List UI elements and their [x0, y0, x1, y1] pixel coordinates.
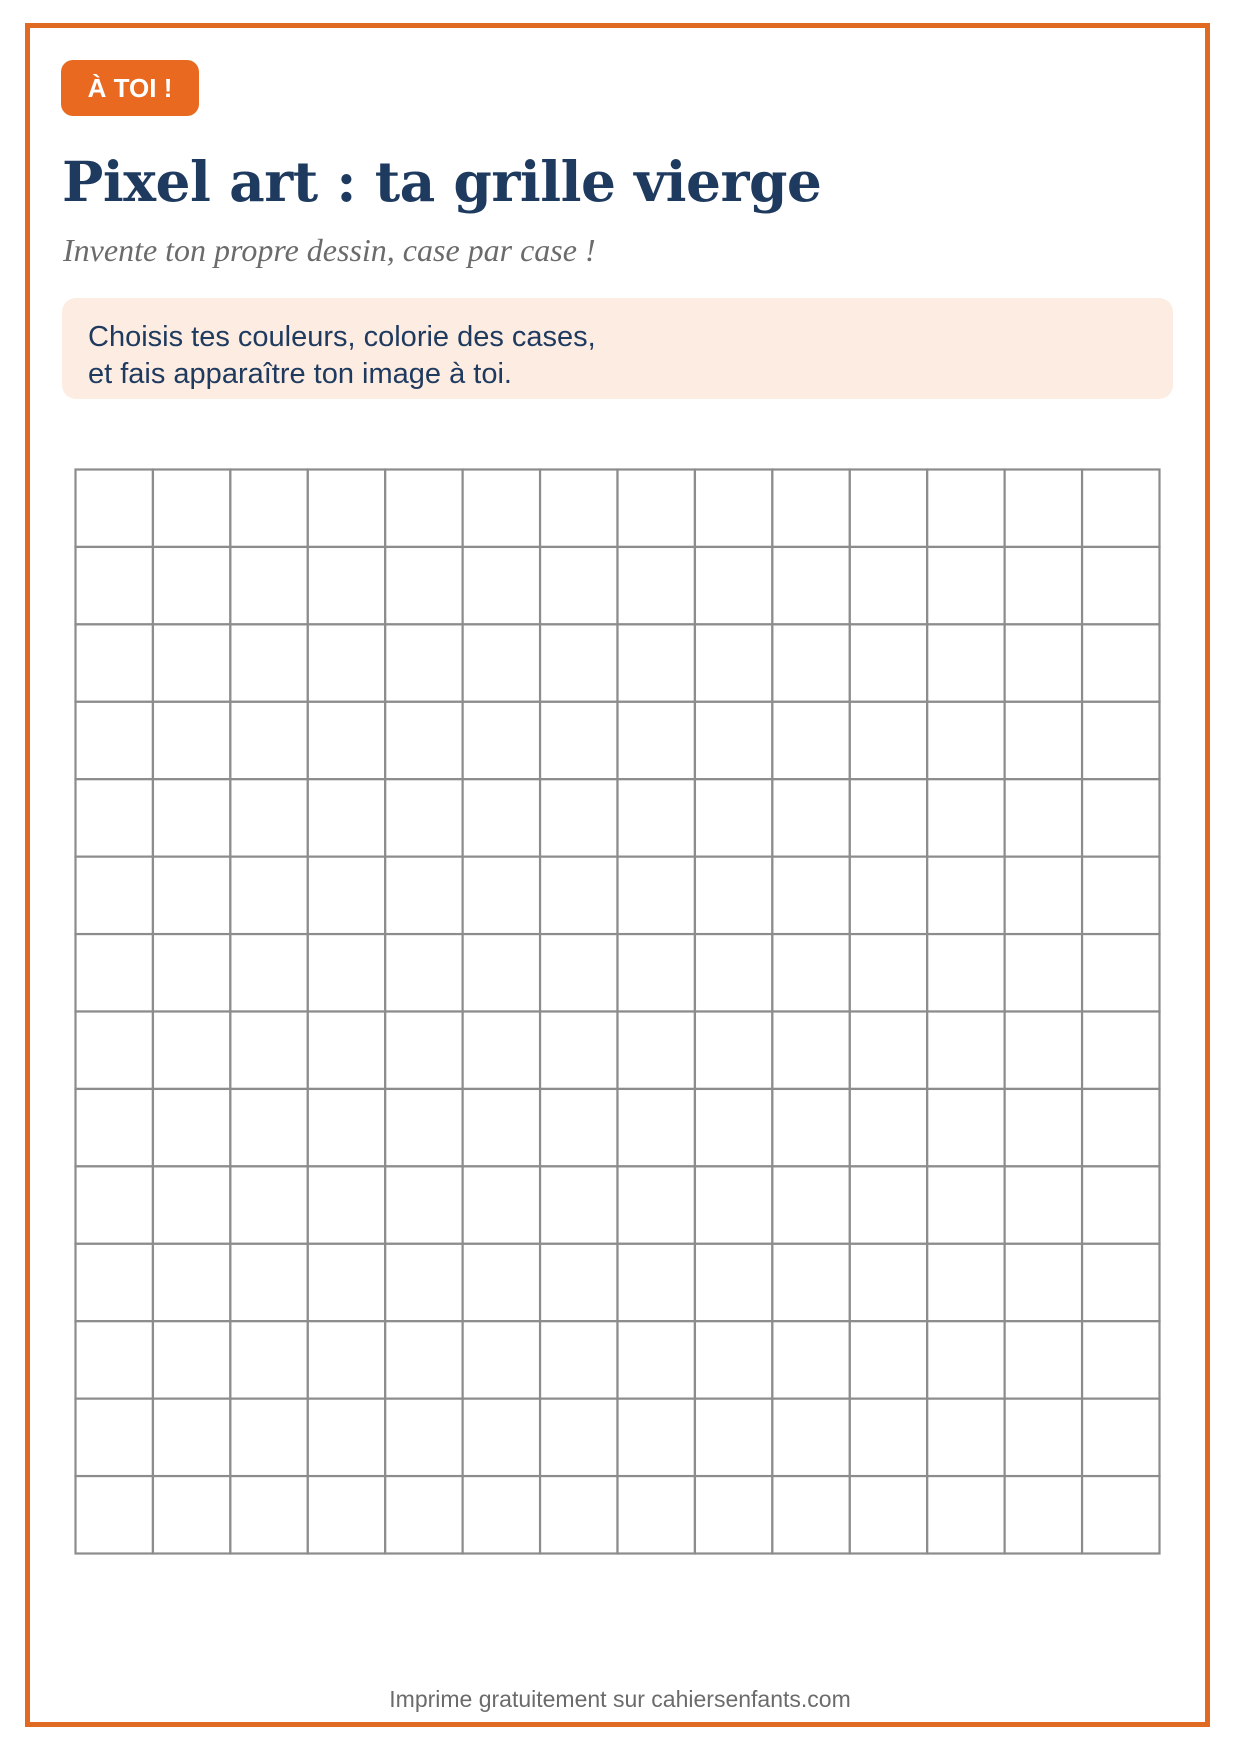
grid-cell: [695, 547, 772, 624]
grid-cell: [385, 702, 462, 779]
grid-cell: [618, 624, 695, 701]
grid-cell: [385, 624, 462, 701]
grid-cell: [385, 470, 462, 547]
grid-cell: [695, 857, 772, 934]
grid-cell: [230, 547, 307, 624]
grid-cell: [230, 1244, 307, 1321]
grid-cell: [76, 470, 153, 547]
page-title: Pixel art : ta grille vierge: [62, 149, 822, 214]
grid-cell: [772, 1476, 849, 1553]
grid-cell: [1005, 547, 1082, 624]
grid-cell: [463, 547, 540, 624]
grid-cell: [695, 1166, 772, 1243]
grid-cell: [76, 1089, 153, 1166]
grid-cell: [385, 547, 462, 624]
grid-cell: [927, 624, 1004, 701]
grid-cell: [1005, 779, 1082, 856]
grid-cell: [927, 779, 1004, 856]
grid-cell: [463, 1476, 540, 1553]
grid-cell: [463, 1089, 540, 1166]
grid-cell: [618, 779, 695, 856]
grid-cell: [540, 857, 617, 934]
grid-cell: [1005, 1399, 1082, 1476]
grid-cell: [540, 1244, 617, 1321]
grid-cell: [153, 934, 230, 1011]
grid-cell: [1082, 1244, 1159, 1321]
grid-cell: [230, 1089, 307, 1166]
grid-cell: [153, 1399, 230, 1476]
grid-cell: [618, 1399, 695, 1476]
grid-cell: [772, 702, 849, 779]
grid-cell: [695, 470, 772, 547]
grid-cell: [385, 1244, 462, 1321]
grid-cell: [927, 547, 1004, 624]
grid-cell: [385, 857, 462, 934]
grid-cell: [850, 857, 927, 934]
grid-cell: [618, 934, 695, 1011]
grid-cell: [850, 779, 927, 856]
grid-cell: [1005, 1476, 1082, 1553]
grid-cell: [76, 779, 153, 856]
grid-cell: [695, 702, 772, 779]
grid-cell: [230, 624, 307, 701]
grid-cell: [463, 934, 540, 1011]
grid-cell: [772, 547, 849, 624]
grid-cell: [850, 1089, 927, 1166]
grid-cell: [385, 1321, 462, 1398]
grid-cell: [76, 1399, 153, 1476]
grid-cell: [772, 1321, 849, 1398]
grid-cell: [1005, 624, 1082, 701]
grid-cell: [540, 1321, 617, 1398]
grid-cell: [618, 1321, 695, 1398]
grid-cell: [308, 1399, 385, 1476]
grid-cell: [695, 1476, 772, 1553]
grid-cell: [76, 1012, 153, 1089]
grid-cell: [1082, 702, 1159, 779]
grid-cell: [153, 1321, 230, 1398]
grid-cell: [1005, 1166, 1082, 1243]
grid-cell: [618, 1476, 695, 1553]
grid-cell: [772, 470, 849, 547]
grid-cell: [463, 1012, 540, 1089]
grid-cell: [153, 1089, 230, 1166]
grid-cell: [618, 1089, 695, 1166]
grid-cell: [927, 702, 1004, 779]
grid-cell: [850, 702, 927, 779]
grid-cell: [850, 1476, 927, 1553]
grid-cell: [695, 1012, 772, 1089]
grid-cell: [308, 547, 385, 624]
grid-cell: [1005, 934, 1082, 1011]
grid-cell: [308, 1244, 385, 1321]
grid-cell: [695, 624, 772, 701]
grid-cell: [618, 1012, 695, 1089]
grid-cell: [153, 779, 230, 856]
grid-cell: [618, 547, 695, 624]
grid-cell: [76, 1244, 153, 1321]
grid-cell: [385, 1089, 462, 1166]
grid-cell: [618, 857, 695, 934]
grid-cell: [76, 857, 153, 934]
grid-cell: [385, 779, 462, 856]
grid-cell: [1082, 1321, 1159, 1398]
grid-cell: [772, 857, 849, 934]
grid-cell: [463, 1399, 540, 1476]
grid-cell: [1082, 624, 1159, 701]
grid-cell: [153, 1012, 230, 1089]
grid-cell: [463, 857, 540, 934]
grid-cell: [463, 1321, 540, 1398]
grid-cell: [695, 1321, 772, 1398]
grid-cell: [1082, 1166, 1159, 1243]
grid-cell: [230, 470, 307, 547]
grid-cell: [850, 624, 927, 701]
grid-cell: [618, 1244, 695, 1321]
grid-cell: [463, 779, 540, 856]
grid-cell: [308, 779, 385, 856]
grid-cell: [230, 934, 307, 1011]
grid-cell: [927, 1321, 1004, 1398]
grid-cell: [772, 1399, 849, 1476]
grid-cell: [540, 779, 617, 856]
pixel-grid: [74, 468, 1161, 1555]
grid-cell: [1005, 702, 1082, 779]
grid-cell: [463, 624, 540, 701]
grid-cell: [927, 1476, 1004, 1553]
grid-cell: [385, 1399, 462, 1476]
grid-cell: [618, 702, 695, 779]
grid-cell: [1082, 470, 1159, 547]
footer-credit: Imprime gratuitement sur cahiersenfants.com: [389, 1686, 851, 1712]
grid-cell: [1005, 1321, 1082, 1398]
grid-cell: [230, 1166, 307, 1243]
instructions-line-2: et fais apparaître ton image à toi.: [88, 358, 512, 390]
grid-cell: [385, 1012, 462, 1089]
grid-cell: [695, 1399, 772, 1476]
grid-cell: [772, 624, 849, 701]
grid-cell: [1082, 1476, 1159, 1553]
grid-cell: [76, 702, 153, 779]
grid-cell: [540, 547, 617, 624]
grid-cell: [1082, 1089, 1159, 1166]
grid-cell: [850, 547, 927, 624]
grid-cell: [153, 547, 230, 624]
grid-cell: [308, 857, 385, 934]
grid-cell: [772, 1244, 849, 1321]
grid-cell: [695, 1244, 772, 1321]
grid-cell: [463, 470, 540, 547]
grid-cell: [385, 1166, 462, 1243]
grid-cell: [927, 857, 1004, 934]
grid-cell: [850, 1321, 927, 1398]
grid-cell: [1082, 779, 1159, 856]
grid-cell: [850, 1012, 927, 1089]
grid-cell: [1082, 934, 1159, 1011]
grid-cell: [76, 1476, 153, 1553]
grid-cell: [927, 1012, 1004, 1089]
grid-cell: [772, 779, 849, 856]
instructions-line-1: Choisis tes couleurs, colorie des cases,: [88, 321, 596, 353]
grid-cell: [308, 934, 385, 1011]
grid-cell: [540, 1399, 617, 1476]
grid-cell: [772, 1166, 849, 1243]
grid-cell: [230, 1012, 307, 1089]
grid-cell: [308, 1321, 385, 1398]
grid-cell: [308, 1089, 385, 1166]
grid-cell: [308, 470, 385, 547]
grid-cell: [540, 1089, 617, 1166]
grid-cell: [230, 702, 307, 779]
page-subtitle: Invente ton propre dessin, case par case !: [63, 232, 596, 268]
grid-cell: [308, 1012, 385, 1089]
grid-cell: [1082, 857, 1159, 934]
grid-cell: [463, 702, 540, 779]
grid-cell: [463, 1166, 540, 1243]
grid-cell: [850, 1244, 927, 1321]
grid-cell: [927, 1089, 1004, 1166]
grid-cell: [695, 779, 772, 856]
grid-cell: [308, 702, 385, 779]
grid-cell: [695, 1089, 772, 1166]
grid-cell: [308, 624, 385, 701]
grid-cell: [1005, 857, 1082, 934]
grid-cell: [927, 1399, 1004, 1476]
grid-cell: [540, 1166, 617, 1243]
grid-cell: [540, 470, 617, 547]
grid-cell: [540, 1476, 617, 1553]
grid-cell: [230, 1476, 307, 1553]
grid-cell: [308, 1476, 385, 1553]
grid-cell: [76, 624, 153, 701]
grid-cell: [540, 702, 617, 779]
grid-cell: [850, 934, 927, 1011]
instructions-box: [62, 298, 1173, 399]
grid-cell: [230, 857, 307, 934]
grid-cell: [850, 1166, 927, 1243]
grid-cell: [1005, 1244, 1082, 1321]
grid-cell: [385, 934, 462, 1011]
grid-cell: [230, 779, 307, 856]
grid-cell: [1082, 547, 1159, 624]
grid-cell: [927, 934, 1004, 1011]
grid-cell: [850, 1399, 927, 1476]
grid-cell: [76, 934, 153, 1011]
grid-cell: [153, 470, 230, 547]
grid-cell: [76, 1166, 153, 1243]
grid-cell: [695, 934, 772, 1011]
grid-cell: [153, 1166, 230, 1243]
grid-cell: [230, 1399, 307, 1476]
grid-cell: [850, 470, 927, 547]
grid-cell: [230, 1321, 307, 1398]
grid-cell: [76, 1321, 153, 1398]
grid-cell: [927, 1244, 1004, 1321]
grid-cell: [1005, 1012, 1082, 1089]
grid-cell: [153, 857, 230, 934]
grid-cell: [618, 470, 695, 547]
grid-cell: [463, 1244, 540, 1321]
grid-cell: [308, 1166, 385, 1243]
grid-cell: [1005, 1089, 1082, 1166]
grid-cell: [772, 1089, 849, 1166]
grid-cell: [772, 1012, 849, 1089]
grid-cell: [385, 1476, 462, 1553]
grid-cell: [153, 1476, 230, 1553]
grid-cell: [927, 1166, 1004, 1243]
grid-cell: [153, 624, 230, 701]
grid-cell: [540, 624, 617, 701]
grid-cell: [1082, 1012, 1159, 1089]
grid-cell: [540, 1012, 617, 1089]
grid-cell: [772, 934, 849, 1011]
a-toi-badge: À TOI !: [61, 60, 199, 116]
grid-cell: [540, 934, 617, 1011]
grid-cell: [618, 1166, 695, 1243]
grid-cell: [1005, 470, 1082, 547]
grid-cell: [153, 702, 230, 779]
grid-cell: [76, 547, 153, 624]
grid-cell: [1082, 1399, 1159, 1476]
grid-cell: [153, 1244, 230, 1321]
grid-cell: [927, 470, 1004, 547]
